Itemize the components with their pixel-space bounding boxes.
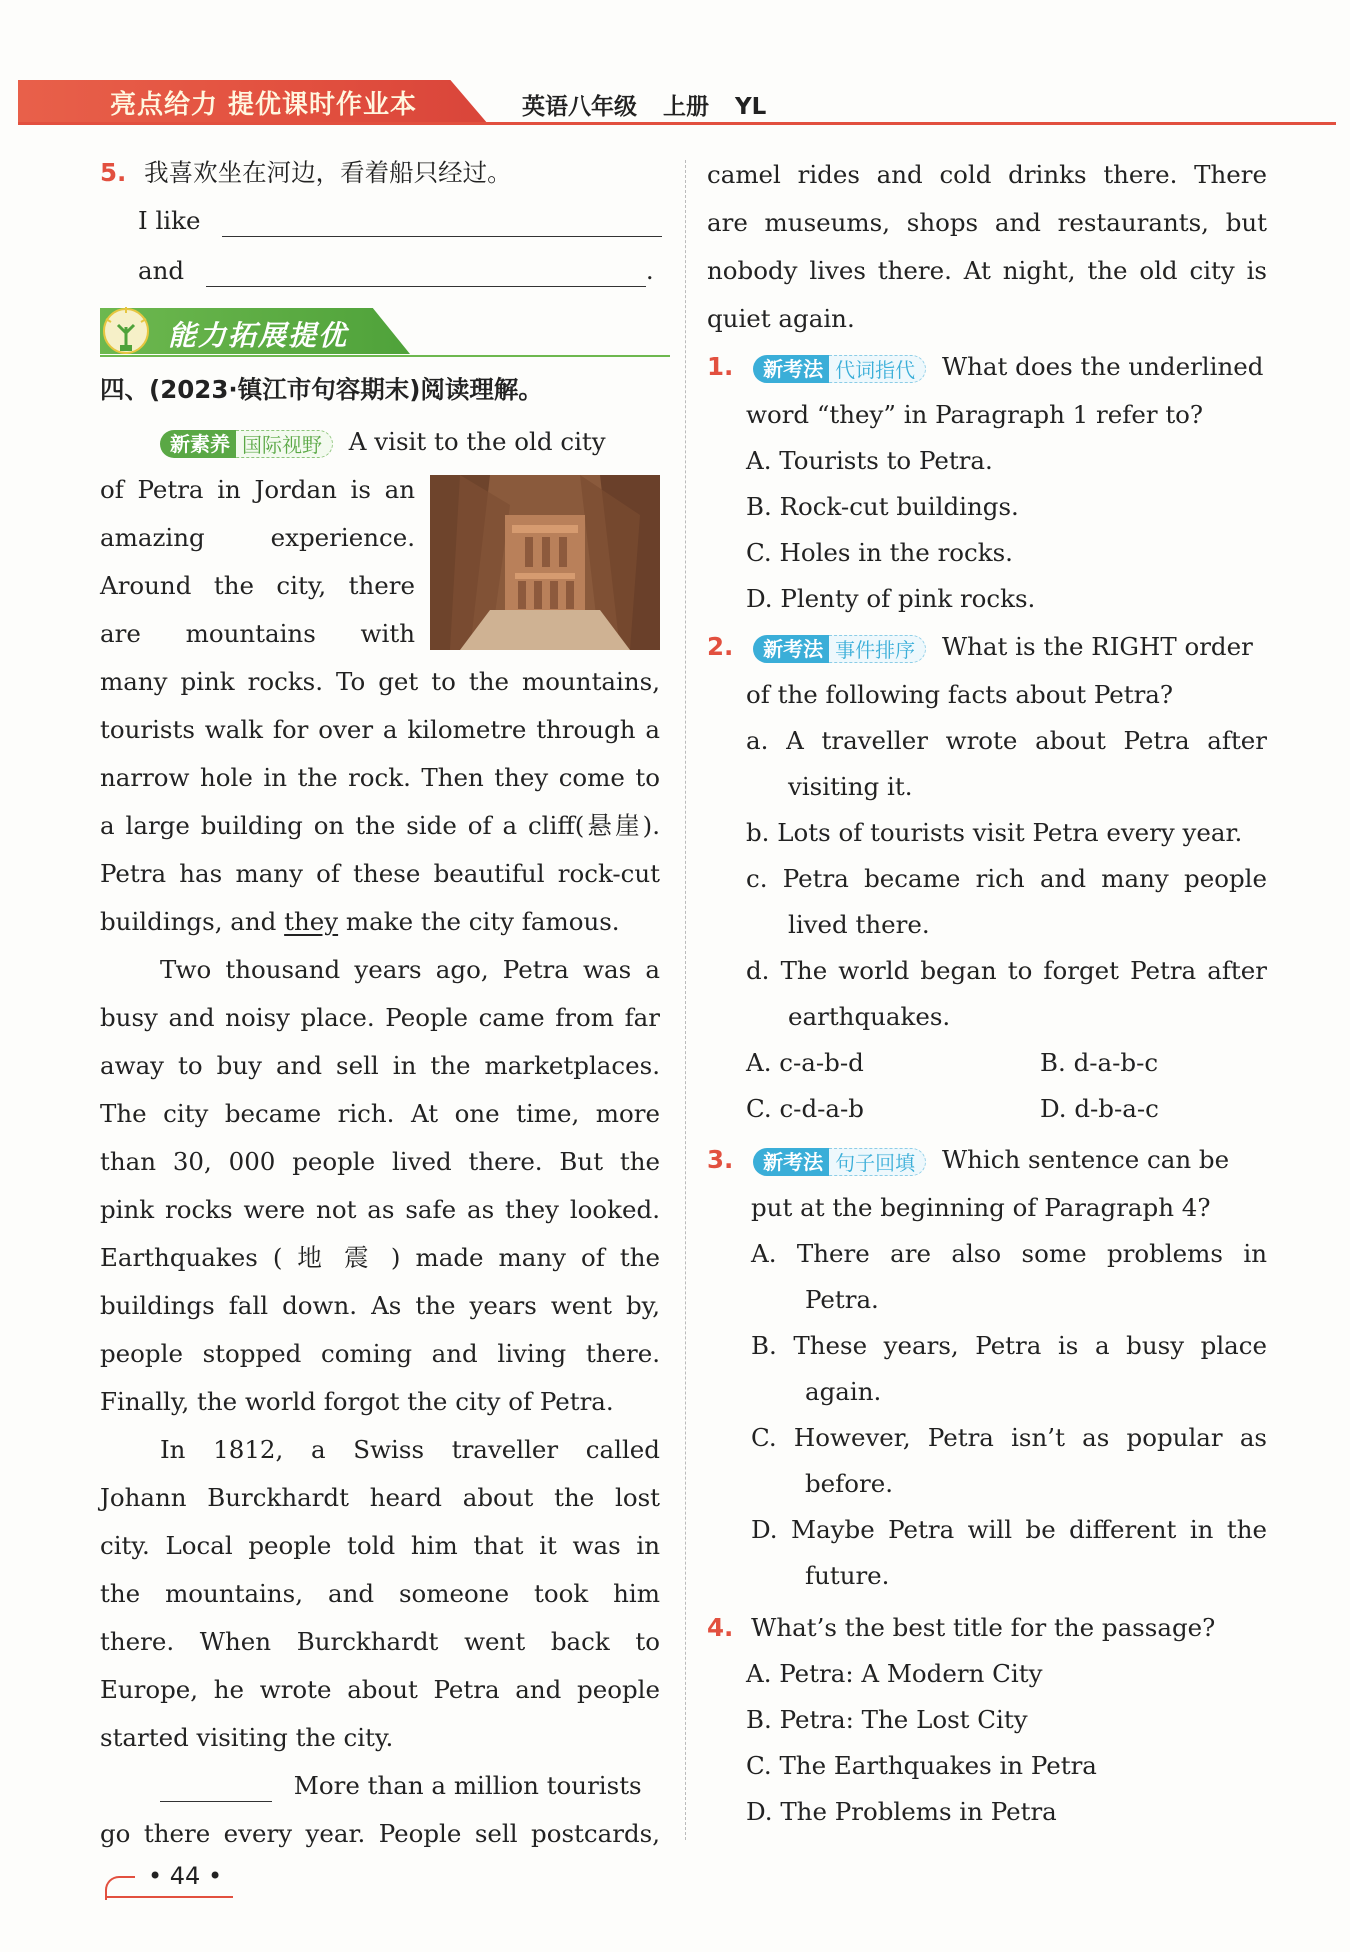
option[interactable]: D. Maybe Petra will be different in the	[751, 1515, 1267, 1544]
section-rule	[100, 355, 670, 357]
q5-line1-prefix: I like	[138, 206, 201, 235]
option[interactable]: D. The Problems in Petra	[746, 1797, 1057, 1826]
option[interactable]: C. The Earthquakes in Petra	[746, 1751, 1097, 1780]
header-rule	[18, 122, 1336, 125]
fact-item: earthquakes.	[788, 1002, 951, 1031]
paragraph4-blank[interactable]	[160, 1771, 272, 1802]
question-number: 4.	[707, 1613, 734, 1642]
option[interactable]: B. These years, Petra is a busy place	[751, 1331, 1267, 1360]
option[interactable]: C. c-d-a-b	[746, 1094, 864, 1123]
passage-line: people stopped coming and living there.	[100, 1339, 660, 1368]
passage-line: a large building on the side of a cliff(悬崖).	[100, 811, 660, 840]
question-4-stem	[707, 1613, 1215, 1643]
passage-text: buildings, and	[100, 907, 285, 936]
lightbulb-icon	[100, 305, 152, 357]
question-1-stem	[707, 352, 1267, 383]
fact-item: visiting it.	[788, 772, 913, 801]
question-text: of the following facts about Petra?	[746, 680, 1174, 709]
badge-sub: 国际视野	[236, 430, 333, 458]
passage-line: camel rides and cold drinks there. There	[707, 160, 1267, 189]
book-info: 英语八年级 上册 YL	[522, 94, 767, 120]
q5-line2-prefix: and	[138, 256, 185, 285]
q5-number: 5.	[100, 158, 127, 187]
fact-item: c. Petra became rich and many people	[746, 864, 1267, 893]
page-number-rule	[105, 1896, 233, 1898]
option-continuation: Petra.	[805, 1285, 879, 1314]
page-number: • 44 •	[148, 1862, 223, 1890]
fact-item: lived there.	[788, 910, 930, 939]
passage-line: are mountains with	[100, 619, 415, 648]
passage-line: of Petra in Jordan is an	[100, 475, 415, 504]
passage-line: buildings fall down. As the years went by,	[100, 1291, 660, 1320]
passage-line: the mountains, and someone took him	[100, 1579, 660, 1608]
passage-line: Johann Burckhardt heard about the lost	[100, 1483, 660, 1512]
passage-line: Around the city, there	[100, 571, 415, 600]
passage-line: go there every year. People sell postcards,	[100, 1819, 660, 1848]
passage-text: More than a million tourists	[293, 1771, 642, 1800]
question-text: word “they” in Paragraph 1 refer to?	[746, 400, 1204, 429]
option[interactable]: B. Petra: The Lost City	[746, 1705, 1028, 1734]
badge-main: 新素养	[160, 430, 236, 458]
badge-main: 新考法	[753, 355, 829, 383]
question-text: What’s the best title for the passage?	[751, 1613, 1216, 1642]
passage-line: there. When Burckhardt went back to	[100, 1627, 660, 1656]
method-badge	[753, 635, 926, 663]
option[interactable]: B. d-a-b-c	[1040, 1048, 1159, 1077]
method-badge	[753, 1148, 926, 1176]
method-badge	[753, 355, 926, 383]
q5-answer-blank-1[interactable]	[222, 206, 662, 237]
passage-text: A visit to the old city	[348, 427, 606, 456]
column-divider	[685, 160, 686, 1840]
option[interactable]: B. Rock-cut buildings.	[746, 492, 1019, 521]
series-title: 亮点给力 提优课时作业本	[110, 90, 418, 120]
passage-line: Petra has many of these beautiful rock-cut	[100, 859, 660, 888]
option[interactable]: A. c-a-b-d	[746, 1048, 864, 1077]
passage-line	[160, 1771, 660, 1802]
question-2-stem	[707, 632, 1267, 663]
option[interactable]: A. Petra: A Modern City	[746, 1659, 1043, 1688]
option[interactable]: D. d-b-a-c	[1040, 1094, 1159, 1123]
badge-sub: 代词指代	[829, 355, 926, 383]
passage-line: In 1812, a Swiss traveller called	[160, 1435, 660, 1464]
passage-line: tourists walk for over a kilometre through a	[100, 715, 660, 744]
passage-line: narrow hole in the rock. Then they come to	[100, 763, 660, 792]
badge-sub: 事件排序	[829, 635, 926, 663]
passage-line: city. Local people told him that it was in	[100, 1531, 660, 1560]
passage-line: are museums, shops and restaurants, but	[707, 208, 1267, 237]
part-title: 四、(2023·镇江市句容期末)阅读理解。	[100, 375, 543, 404]
passage-line: The city became rich. At one time, more	[100, 1099, 660, 1128]
question-text: What is the RIGHT order	[941, 632, 1253, 661]
section-title: 能力拓展提优	[168, 319, 349, 352]
passage-line	[160, 427, 606, 458]
passage-line: away to buy and sell in the marketplaces.	[100, 1051, 660, 1080]
passage-line: amazing experience.	[100, 523, 415, 552]
underlined-word: they	[284, 907, 339, 936]
passage-line: many pink rocks. To get to the mountains,	[100, 667, 660, 696]
passage-line	[100, 907, 620, 937]
passage-line: Finally, the world forgot the city of Petra.	[100, 1387, 614, 1416]
passage-line: Earthquakes ( 地 震 ) made many of the	[100, 1243, 660, 1272]
q5-prompt	[100, 158, 512, 188]
passage-line: quiet again.	[707, 304, 855, 333]
option-continuation: before.	[805, 1469, 893, 1498]
question-text: What does the underlined	[941, 352, 1264, 381]
passage-line: Europe, he wrote about Petra and people	[100, 1675, 660, 1704]
q5-line2	[138, 256, 654, 287]
passage-line: than 30, 000 people lived there. But the	[100, 1147, 660, 1176]
question-text: put at the beginning of Paragraph 4?	[751, 1193, 1211, 1222]
question-3-stem	[707, 1145, 1267, 1176]
question-number: 2.	[707, 632, 734, 661]
badge-main: 新考法	[753, 1148, 829, 1176]
literacy-badge	[160, 430, 333, 458]
question-number: 3.	[707, 1145, 734, 1174]
badge-sub: 句子回填	[829, 1148, 926, 1176]
passage-line: busy and noisy place. People came from far	[100, 1003, 660, 1032]
passage-line: started visiting the city.	[100, 1723, 394, 1752]
option-continuation: again.	[805, 1377, 882, 1406]
option[interactable]: C. However, Petra isn’t as popular as	[751, 1423, 1267, 1452]
fact-item: d. The world began to forget Petra after	[746, 956, 1267, 985]
option[interactable]: A. Tourists to Petra.	[746, 446, 993, 475]
option[interactable]: A. There are also some problems in	[751, 1239, 1267, 1268]
question-text: Which sentence can be	[941, 1145, 1230, 1174]
question-number: 1.	[707, 352, 734, 381]
badge-main: 新考法	[753, 635, 829, 663]
q5-answer-blank-2[interactable]	[206, 256, 646, 287]
fact-item: b. Lots of tourists visit Petra every year.	[746, 818, 1243, 847]
passage-line: Two thousand years ago, Petra was a	[160, 955, 660, 984]
passage-line: nobody lives there. At night, the old city is	[707, 256, 1267, 285]
option[interactable]: C. Holes in the rocks.	[746, 538, 1013, 567]
option-continuation: future.	[805, 1561, 890, 1590]
q5-chinese: 我喜欢坐在河边，看着船只经过。	[144, 158, 512, 187]
fact-item: a. A traveller wrote about Petra after	[746, 726, 1267, 755]
q5-line2-end: .	[645, 256, 654, 285]
petra-photo	[430, 475, 660, 650]
passage-line: pink rocks were not as safe as they looked.	[100, 1195, 660, 1224]
q5-line1	[138, 206, 662, 237]
option[interactable]: D. Plenty of pink rocks.	[746, 584, 1036, 613]
passage-text: make the city famous.	[338, 907, 620, 936]
